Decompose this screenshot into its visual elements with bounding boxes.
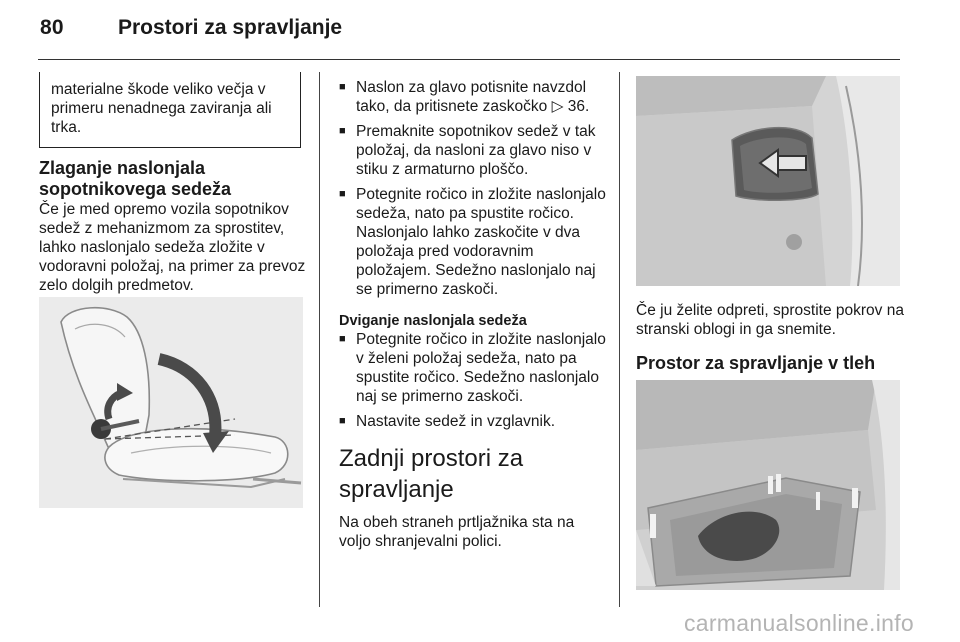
- column-divider-2: [619, 72, 620, 607]
- list-item: [339, 122, 607, 179]
- list-item: [339, 330, 607, 406]
- section-heading-floor: Prostor za spravljanje v tleh: [636, 353, 876, 373]
- instruction-paragraph: Če ju želite odpreti, sprostite pokrov na stranski oblogi in ga snemite.: [636, 302, 904, 338]
- column-divider-1: [319, 72, 320, 607]
- subheading: Dviganje naslonjala sedeža: [339, 313, 527, 329]
- floor-storage-photo: [636, 380, 900, 590]
- page-title: Prostori za spravljanje: [118, 16, 343, 39]
- page-number: 80: [40, 16, 64, 39]
- list-item: [339, 412, 607, 431]
- column-1: [39, 158, 307, 295]
- section-heading: Zlaganje naslonjala sopotnikovega sedeža: [39, 158, 232, 199]
- watermark: carmanualsonline.info: [683, 610, 914, 636]
- list-item-text: Potegnite ročico in zložite naslonjalo sedeža, nato pa spustite ročico. Naslonjalo lahko zaskočite v dva položaja pred vodoravnim položajem. Sedežno naslonjalo naj se primerno zaskoči.: [356, 186, 606, 298]
- seat-illustration: [39, 297, 303, 508]
- list-item: [339, 185, 607, 299]
- list-item-text: Naslon za glavo potisnite navzdol tako, da pritisnete zaskočko ▷ 36.: [356, 79, 590, 115]
- floor-compartment-icon: [636, 380, 900, 590]
- list-item-text: Premaknite sopotnikov sedež v tak položaj, da nasloni za glavo niso v stiku z armaturno ploščo.: [356, 123, 596, 178]
- page-header: [0, 0, 960, 52]
- side-storage-photo: [636, 76, 900, 286]
- side-compartment-icon: [636, 76, 900, 286]
- section-title: Zadnji prostori za spravljanje: [339, 445, 524, 503]
- list-item: [339, 78, 607, 116]
- note-text: materialne škode veliko večja v primeru nenadnega zaviranja ali trka.: [51, 81, 272, 136]
- list-item-text: Potegnite ročico in zložite naslonjalo v želeni položaj sedeža, nato pa spustite ročico. Sedežno naslonjalo naj se primerno zaskoči.: [356, 331, 606, 405]
- column-3: [636, 301, 906, 374]
- seat-diagram-icon: [39, 297, 303, 508]
- column-2: [339, 78, 607, 551]
- warning-note-box: [39, 72, 301, 148]
- intro-paragraph: Če je med opremo vozila sopotnikov sedež z mehanizmom za sprostitev, lahko naslonjalo sedeža zložite v vodoravni položaj, na primer za prevoz zelo dolgih predmetov.: [39, 201, 306, 294]
- section-paragraph: Na obeh straneh prtljažnika sta na voljo shranjevalni polici.: [339, 514, 575, 550]
- list-item-text: Nastavite sedež in vzglavnik.: [356, 413, 556, 430]
- header-divider: [38, 59, 900, 60]
